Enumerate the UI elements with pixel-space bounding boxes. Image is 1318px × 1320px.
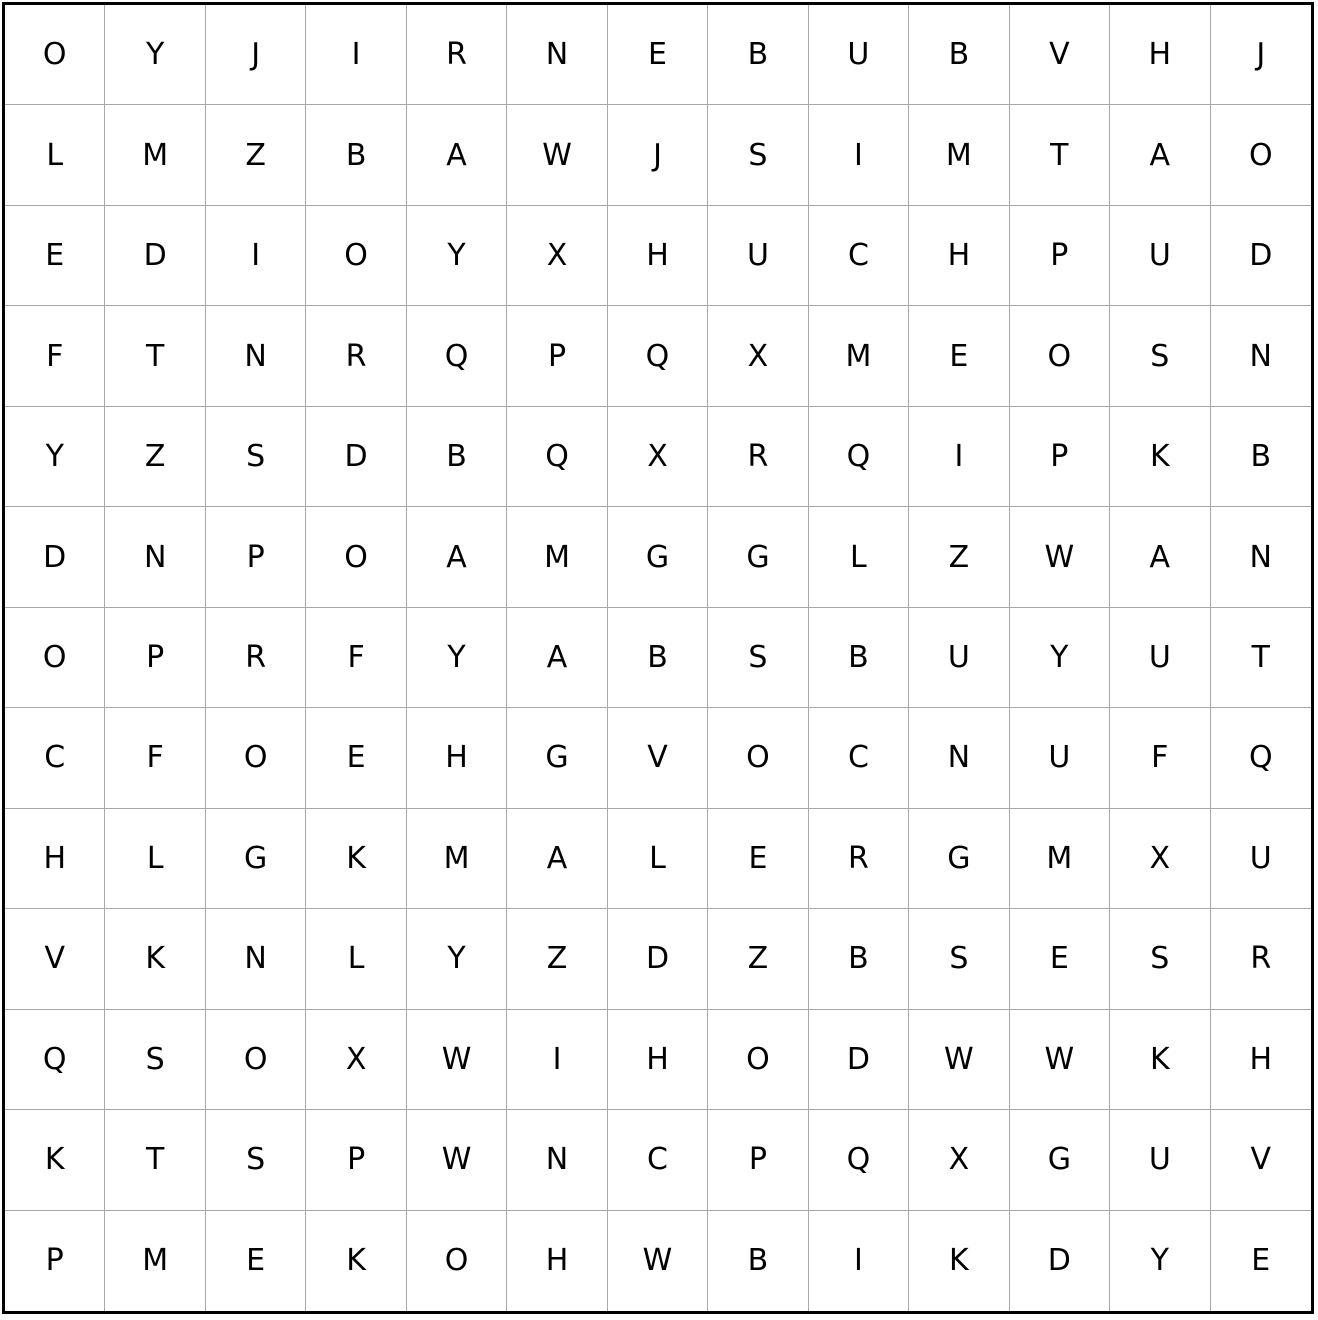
grid-cell[interactable]: A [1110,507,1210,607]
grid-cell[interactable]: N [1211,306,1311,406]
grid-cell[interactable]: U [1110,1110,1210,1210]
grid-cell[interactable]: K [5,1110,105,1210]
grid-cell[interactable]: Z [909,507,1009,607]
grid-cell[interactable]: M [105,1211,205,1311]
grid-cell[interactable]: X [608,407,708,507]
grid-cell[interactable]: Z [507,909,607,1009]
grid-cell[interactable]: M [507,507,607,607]
grid-cell[interactable]: C [809,708,909,808]
grid-cell[interactable]: C [608,1110,708,1210]
grid-cell[interactable]: B [809,909,909,1009]
grid-cell[interactable]: R [407,5,507,105]
grid-cell[interactable]: L [105,809,205,909]
grid-cell[interactable]: A [507,608,607,708]
grid-cell[interactable]: C [809,206,909,306]
grid-cell[interactable]: Y [1010,608,1110,708]
grid-cell[interactable]: W [407,1110,507,1210]
grid-cell[interactable]: E [5,206,105,306]
grid-cell[interactable]: N [1211,507,1311,607]
grid-cell[interactable]: Y [5,407,105,507]
grid-cell[interactable]: H [608,206,708,306]
grid-cell[interactable]: I [306,5,406,105]
grid-cell[interactable]: G [608,507,708,607]
grid-cell[interactable]: D [306,407,406,507]
grid-cell[interactable]: S [105,1010,205,1110]
grid-cell[interactable]: U [809,5,909,105]
grid-cell[interactable]: Q [407,306,507,406]
grid-cell[interactable]: K [909,1211,1009,1311]
grid-cell[interactable]: I [206,206,306,306]
grid-cell[interactable]: S [708,608,808,708]
grid-cell[interactable]: W [507,105,607,205]
grid-cell[interactable]: R [809,809,909,909]
grid-cell[interactable]: O [306,507,406,607]
grid-cell[interactable]: W [909,1010,1009,1110]
grid-cell[interactable]: Z [206,105,306,205]
grid-cell[interactable]: V [1211,1110,1311,1210]
grid-cell[interactable]: R [708,407,808,507]
grid-cell[interactable]: E [1010,909,1110,1009]
grid-cell[interactable]: O [708,708,808,808]
grid-cell[interactable]: U [1211,809,1311,909]
grid-cell[interactable]: I [909,407,1009,507]
grid-cell[interactable]: O [206,1010,306,1110]
grid-cell[interactable]: G [206,809,306,909]
grid-cell[interactable]: I [809,1211,909,1311]
grid-cell[interactable]: U [909,608,1009,708]
grid-cell[interactable]: J [206,5,306,105]
grid-cell[interactable]: D [809,1010,909,1110]
grid-cell[interactable]: Y [105,5,205,105]
grid-cell[interactable]: N [206,909,306,1009]
grid-cell[interactable]: E [1251,1243,1271,1279]
grid-cell[interactable]: W [1010,1010,1110,1110]
grid-cell[interactable]: L [608,809,708,909]
grid-cell[interactable]: L [5,105,105,205]
grid-cell[interactable]: O [5,5,105,105]
grid-cell[interactable]: H [909,206,1009,306]
grid-cell[interactable]: O [407,1211,507,1311]
grid-cell[interactable]: S [1110,909,1210,1009]
grid-cell[interactable]: B [708,5,808,105]
grid-cell[interactable]: W [1010,507,1110,607]
grid-cell[interactable]: G [708,507,808,607]
grid-cell[interactable]: P [1010,407,1110,507]
grid-cell[interactable]: O [5,608,105,708]
grid-cell[interactable]: Q [5,1010,105,1110]
grid-cell[interactable]: Z [105,407,205,507]
grid-cell[interactable]: O [1211,105,1311,205]
grid-cell[interactable]: D [1211,206,1311,306]
grid-cell[interactable]: Q [809,1110,909,1210]
grid-cell[interactable]: E [206,1211,306,1311]
grid-cell[interactable]: R [206,608,306,708]
grid-cell[interactable]: A [507,809,607,909]
grid-cell[interactable]: D [1010,1211,1110,1311]
grid-cell[interactable]: X [1110,809,1210,909]
grid-cell[interactable]: U [1110,608,1210,708]
grid-cell[interactable]: A [1110,105,1210,205]
grid-cell[interactable]: W [407,1010,507,1110]
grid-cell[interactable]: T [1211,608,1311,708]
grid-cell[interactable]: Y [407,206,507,306]
grid-cell[interactable]: X [909,1110,1009,1210]
grid-cell[interactable]: N [507,5,607,105]
grid-cell[interactable]: P [206,507,306,607]
grid-cell[interactable]: B [608,608,708,708]
grid-cell[interactable]: W [608,1211,708,1311]
grid-cell[interactable]: B [1211,407,1311,507]
grid-cell[interactable]: T [1010,105,1110,205]
grid-cell[interactable]: B [407,407,507,507]
grid-cell[interactable]: Y [407,909,507,1009]
grid-cell[interactable]: E [608,5,708,105]
word-search-grid [2,2,1314,1314]
grid-cell[interactable]: F [306,608,406,708]
grid-cell[interactable]: Y [407,608,507,708]
grid-cell[interactable]: B [708,1211,808,1311]
grid-cell[interactable]: P [507,306,607,406]
grid-cell[interactable]: J [608,105,708,205]
grid-cell[interactable]: C [5,708,105,808]
grid-cell[interactable]: T [105,1110,205,1210]
grid-cell[interactable]: G [1010,1110,1110,1210]
grid-cell[interactable]: S [206,407,306,507]
grid-cell[interactable]: H [507,1211,607,1311]
grid-cell[interactable]: F [1110,708,1210,808]
grid-cell[interactable]: F [5,306,105,406]
grid-cell[interactable]: N [206,306,306,406]
grid-cell[interactable]: D [105,206,205,306]
grid-cell[interactable]: D [608,909,708,1009]
grid-cell[interactable]: K [306,1211,406,1311]
grid-cell[interactable]: A [407,507,507,607]
grid-cell[interactable]: V [1010,5,1110,105]
grid-cell[interactable]: M [105,105,205,205]
grid-cell[interactable]: M [909,105,1009,205]
grid-cell[interactable]: M [809,306,909,406]
grid-cell[interactable]: P [306,1110,406,1210]
grid-cell[interactable]: E [909,306,1009,406]
grid-cell[interactable]: P [1010,206,1110,306]
grid-cell[interactable]: I [507,1010,607,1110]
grid-cell[interactable]: G [909,809,1009,909]
grid-cell[interactable]: X [507,206,607,306]
grid-cell[interactable]: N [507,1110,607,1210]
grid-cell[interactable]: U [1010,708,1110,808]
grid-cell[interactable]: D [5,507,105,607]
grid-cell[interactable]: Q [608,306,708,406]
grid-cell[interactable]: K [1110,407,1210,507]
grid-cell[interactable]: H [1211,1010,1311,1110]
grid-cell[interactable]: L [809,507,909,607]
grid-cell[interactable]: Q [1211,708,1311,808]
grid-cell[interactable]: U [1110,206,1210,306]
grid-cell[interactable]: N [105,507,205,607]
grid-cell[interactable]: O [708,1010,808,1110]
grid-cell[interactable]: K [1110,1010,1210,1110]
grid-cell[interactable]: L [306,909,406,1009]
grid-cell[interactable]: O [306,206,406,306]
grid-cell[interactable]: B [306,105,406,205]
grid-cell[interactable]: H [5,809,105,909]
grid-cell[interactable]: H [1110,5,1210,105]
grid-cell[interactable]: E [306,708,406,808]
grid-cell[interactable]: B [809,608,909,708]
grid-cell[interactable]: V [5,909,105,1009]
grid-cell[interactable]: V [608,708,708,808]
grid-cell[interactable]: P [708,1110,808,1210]
grid-cell[interactable]: T [105,306,205,406]
grid-cell[interactable]: X [708,306,808,406]
grid-cell[interactable]: E [708,809,808,909]
grid-cell[interactable]: R [306,306,406,406]
grid-cell[interactable]: Y [1110,1211,1210,1311]
grid-cell[interactable]: R [1211,909,1311,1009]
grid-cell[interactable]: J [1211,5,1311,105]
grid-cell[interactable]: X [306,1010,406,1110]
grid-cell[interactable]: S [206,1110,306,1210]
grid-cell[interactable]: K [306,809,406,909]
grid-cell[interactable]: O [1010,306,1110,406]
grid-cell[interactable]: P [5,1211,105,1311]
grid-cell[interactable]: M [1010,809,1110,909]
grid-cell[interactable]: G [507,708,607,808]
grid-cell[interactable]: K [105,909,205,1009]
grid-cell[interactable]: P [105,608,205,708]
grid-cell[interactable]: S [909,909,1009,1009]
grid-cell[interactable]: S [708,105,808,205]
grid-cell[interactable]: U [708,206,808,306]
grid-cell[interactable]: A [407,105,507,205]
grid-cell[interactable]: S [1110,306,1210,406]
grid-cell[interactable]: H [608,1010,708,1110]
grid-cell[interactable]: O [206,708,306,808]
grid-cell[interactable]: M [407,809,507,909]
grid-cell[interactable]: Q [809,407,909,507]
grid-cell[interactable]: N [909,708,1009,808]
grid-cell[interactable]: H [407,708,507,808]
grid-cell[interactable]: I [809,105,909,205]
grid-cell[interactable]: Z [708,909,808,1009]
grid-cell[interactable]: Q [507,407,607,507]
grid-cell[interactable]: F [105,708,205,808]
grid-cell[interactable]: B [909,5,1009,105]
